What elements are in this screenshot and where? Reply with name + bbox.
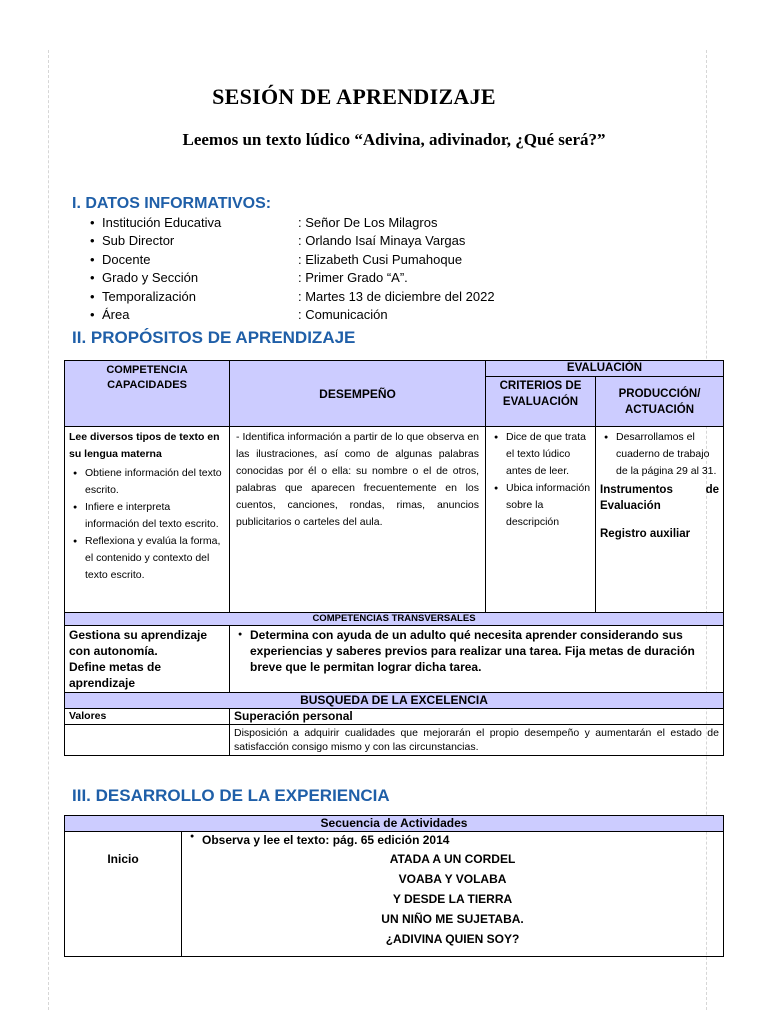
produccion-item: ● Desarrollamos el cuaderno de trabajo de la página 29 al 31. — [616, 429, 719, 480]
competencia-text: Lee diversos tipos de texto en su lengua materna — [69, 431, 220, 460]
secuencia-header: Secuencia de Actividades — [65, 816, 724, 832]
instrumentos-value: Registro auxiliar — [600, 528, 691, 540]
transversal-capacidad: Define metas de aprendizaje — [69, 660, 162, 690]
info-label: Grado y Sección — [102, 270, 199, 286]
header-produccion: PRODUCCIÓN/ ACTUACIÓN — [596, 377, 724, 427]
criterio-item: ● Dice de que trata el texto lúdico antes de leer. — [506, 429, 591, 480]
capacidad-item: ● Obtiene información del texto escrito. — [85, 465, 225, 499]
riddle — [186, 849, 719, 949]
page-margin-line — [48, 50, 49, 1010]
competencia-cell — [65, 427, 230, 613]
transversal-competencia: Gestiona su aprendizaje con autonomía. — [69, 628, 208, 658]
instrumentos-label: Instrumentos de Evaluación — [600, 484, 719, 512]
valores-label: Valores — [65, 709, 230, 725]
inicio-label: Inicio — [65, 832, 182, 957]
desempeno-text: - Identifica información a partir de lo que observa en las ilustraciones, así como de algunas palabras conocidas por él o ella: su nombre o el de otros, palabras que aparecen frecuentemente en los cuentos, canciones, rondas, rimas, anuncios publicitarios o carteles del aula. — [230, 427, 486, 613]
header-criterios: CRITERIOS DE EVALUACIÓN — [486, 377, 596, 427]
info-label: Área — [102, 306, 130, 322]
info-value: : Señor De Los Milagros — [298, 215, 438, 230]
info-value: : Primer Grado “A”. — [298, 270, 408, 286]
criterios-cell — [486, 427, 596, 613]
riddle-line: UN NIÑO ME SUJETABA. — [381, 912, 524, 926]
info-label: Docente — [102, 251, 151, 267]
valores-empty-cell — [65, 725, 230, 756]
criterio-item: ● Ubica información sobre la descripción — [506, 480, 591, 531]
excelencia-header: BUSQUEDA DE LA EXCELENCIA — [65, 693, 724, 709]
transversal-desempeno: ● Determina con ayuda de un adulto qué necesita aprender considerando sus experiencias y saberes previos para realizar una tarea. Fija metas de duración breve que le permitan lograr dicha tarea. — [250, 627, 719, 675]
capacidad-item: ● Infiere e interpreta información del texto escrito. — [85, 499, 225, 533]
secuencia-table — [64, 815, 724, 957]
info-label: Sub Director — [102, 233, 175, 249]
valor-name: Superación personal — [230, 709, 724, 725]
bullet-icon: • — [90, 251, 95, 267]
section-desarrollo: III. DESARROLLO DE LA EXPERIENCIA — [72, 786, 390, 805]
info-value: : Orlando Isaí Minaya Vargas — [298, 233, 466, 249]
bullet-icon: • — [90, 288, 95, 304]
bullet-icon: • — [90, 233, 95, 249]
info-value: : Elizabeth Cusi Pumahoque — [298, 251, 463, 267]
info-value: : Martes 13 de diciembre del 2022 — [298, 288, 495, 304]
document-title: SESIÓN DE APRENDIZAJE — [212, 84, 496, 109]
header-desempeno: DESEMPEÑO — [230, 361, 486, 427]
bullet-icon: • — [90, 215, 95, 230]
bullet-icon: • — [90, 270, 95, 286]
document-subtitle: Leemos un texto lúdico “Adivina, adivinador, ¿Qué será?” — [182, 130, 606, 149]
transversal-competencia-cell — [65, 626, 230, 693]
instruction-item: ● Observa y lee el texto: pág. 65 edición 2014 — [202, 833, 719, 847]
section-propositos: II. PROPÓSITOS DE APRENDIZAJE — [72, 328, 356, 347]
bullet-icon: • — [90, 306, 95, 322]
riddle-line: ¿ADIVINA QUIEN SOY? — [385, 932, 520, 946]
riddle-line: Y DESDE LA TIERRA — [392, 892, 513, 906]
valor-description: Disposición a adquirir cualidades que mejorarán el propio desempeño y aumentarán el estado de satisfacción consigo mismo y con las circunstancias. — [230, 725, 724, 756]
capacidad-item: ● Reflexiona y evalúa la forma, el contenido y contexto del texto escrito. — [85, 533, 225, 584]
info-value: : Comunicación — [298, 306, 388, 322]
info-label: Temporalización — [102, 288, 196, 304]
propositos-table — [64, 360, 724, 756]
header-capacidades: CAPACIDADES — [107, 379, 187, 391]
riddle-line: VOABA Y VOLABA — [398, 872, 507, 886]
header-evaluacion: EVALUACIÓN — [486, 361, 724, 377]
header-competencia-cell — [65, 361, 230, 427]
produccion-cell — [596, 427, 724, 613]
transversal-desempeno-cell — [230, 626, 724, 693]
info-label: Institución Educativa — [102, 215, 222, 230]
inicio-content — [182, 832, 724, 957]
section-datos-informativos: I. DATOS INFORMATIVOS: — [72, 195, 272, 212]
header-competencia: COMPETENCIA — [106, 364, 188, 376]
riddle-line: ATADA A UN CORDEL — [389, 852, 516, 866]
transversales-header: COMPETENCIAS TRANSVERSALES — [65, 613, 724, 626]
